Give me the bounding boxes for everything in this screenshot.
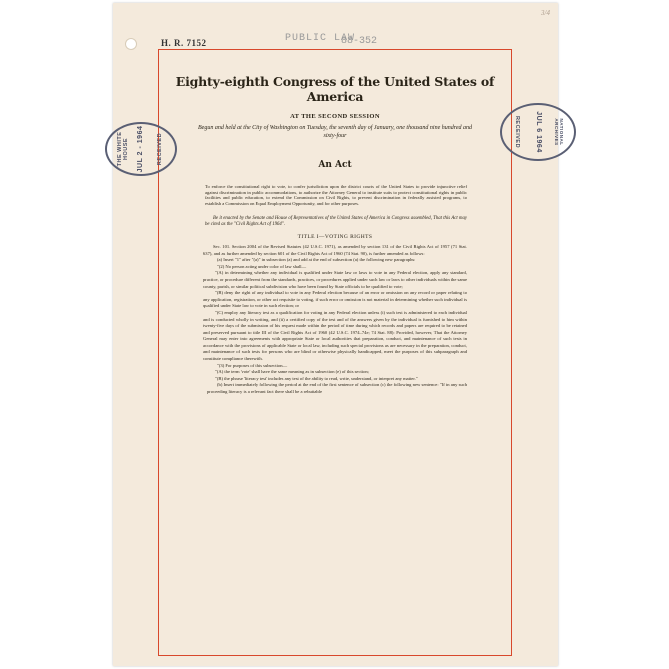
stamp-left-line3: RECEIVED — [157, 132, 163, 166]
act-paragraph: Sec. 101. Section 2004 of the Revised Statutes (42 U.S.C. 1971), as amended by section 131 of the Civil Rights Act of 1957 (71 Stat. 637), and as further amended by section 601 of the Civil Rights Act of 1960 (74 Stat. 90), is further amended as follows: — [203, 243, 467, 256]
act-paragraph: "(2) No person acting under color of law shall— — [217, 263, 307, 269]
corner-note: 3/4 — [541, 9, 550, 17]
stamp-right-line1: NATIONAL ARCHIVES — [554, 118, 564, 146]
act-paragraph: "(B) the phrase 'literacy test' includes any test of the ability to read, write, understand, or interpret any matter." — [215, 375, 418, 381]
public-law-label: PUBLIC LAW — [285, 33, 356, 44]
red-border-frame — [158, 49, 512, 656]
act-paragraph: "(A) the term 'vote' shall have the same meaning as in subsection (e) of this section; — [215, 369, 369, 375]
act-paragraph: (b) Insert immediately following the period at the end of the first sentence of subsection (c) the following new sentence: "If in any such proceeding literacy is a relevant fact there shall be a rebuttable — [207, 382, 467, 395]
white-house-received-stamp — [105, 122, 177, 176]
an-act-heading: An Act — [318, 160, 352, 170]
congress-heading: Eighty-eighth Congress of the United States of America — [175, 74, 495, 104]
title-heading: TITLE I—VOTING RIGHTS — [297, 233, 373, 240]
stamp-left-line1: THE WHITE HOUSE — [117, 131, 129, 167]
purpose-paragraph: To enforce the constitutional right to vote, to confer jurisdiction upon the district courts of the United States to provide injunctive relief against discrimination in public accommodations, to authorize the Attorney General to institute suits to protect constitutional rights in public facilities and public education, to extend the Commission on Civil Rights, to prevent discrimination in federally assisted programs, to establish a Commission on Equal Employment Opportunity, and for other purposes. — [205, 184, 467, 206]
act-paragraph: "(3) For purposes of this subsection— — [217, 362, 288, 368]
act-paragraph: "(C) employ any literacy test as a qualification for voting in any Federal election unless (i) such test is administered to each individual and is conducted wholly in writing, and (ii) a certified copy of the test and of the answers given by the individual is furnished to him within twenty-five days of the submission of his request made within the period of time during which records and papers are required to be retained and preserved pursuant to title III of the Civil Rights Act of 1960 (42 U.S.C. 1974–74e; 74 Stat. 88): Provided, however, That the Attorney General may enter into agreements with appropriate State or local authorities that preparation, conduct, and maintenance of such tests in accordance with the provisions of applicable State or local law, including such special provisions as are necessary in the preparation, conduct, and maintenance of such tests for persons who are blind or otherwise physically handicapped, meet the purposes of this subparagraph and constitute compliance therewith. — [203, 309, 467, 362]
bill-number: H. R. 7152 — [161, 38, 207, 48]
act-text — [167, 74, 503, 396]
archives-received-stamp — [500, 103, 576, 161]
stamp-right-line3: RECEIVED — [514, 115, 520, 149]
session-line: AT THE SECOND SESSION — [290, 113, 380, 120]
punch-hole — [125, 38, 137, 50]
stamp-left-date: JUL 2 - 1964 — [137, 125, 144, 173]
act-paragraph: "(B) deny the right of any individual to vote in any Federal election because of an error or omission on any record or paper relating to any application, registration, or other act requisite to voting, if such error or omission is not material in determining whether such individual is qualified under State law to vote in such election; or — [203, 290, 467, 309]
act-paragraph: "(A) in determining whether any individual is qualified under State law or laws to vote in any Federal election, apply any standard, practice, or procedure different from the standards, practices, or procedures applied under such law or laws to other individuals within the same county, parish, or similar political subdivision who have been found by State officials to be qualified to vote; — [203, 270, 467, 289]
stamp-right-date: JUL 6 1964 — [535, 111, 542, 153]
enacting-clause: Be it enacted by the Senate and House of Representatives of the United States of America in Congress assembled, That this Act may be cited as the "Civil Rights Act of 1964". — [205, 216, 467, 228]
public-law-number: 88-352 — [341, 36, 378, 47]
act-body — [203, 244, 467, 396]
document-page — [113, 3, 558, 666]
begun-line: Begun and held at the City of Washington on Tuesday, the seventh day of January, one thousand nine hundred and sixty-four — [197, 125, 473, 139]
act-paragraph: (a) Insert "1" after "(a)" in subsection (a) and add at the end of subsection (a) the following new paragraphs: — [217, 257, 416, 263]
